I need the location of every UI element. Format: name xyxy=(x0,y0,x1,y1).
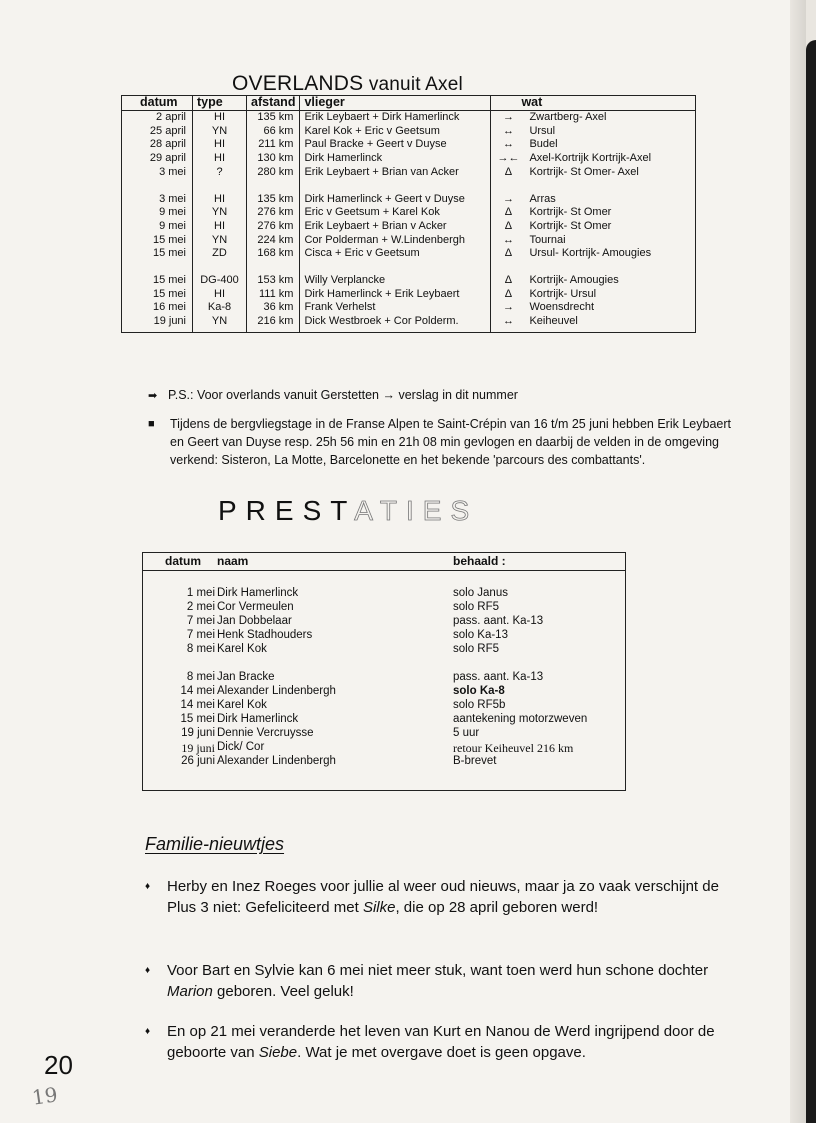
cell-datum: 15 mei xyxy=(152,247,186,260)
ps-note xyxy=(148,388,518,402)
direction-icon: → xyxy=(491,301,526,315)
cell-datum: 15 mei xyxy=(152,233,186,246)
cell-behaald: pass. aant. Ka-13 xyxy=(453,671,544,683)
direction-icon: Δ xyxy=(491,247,526,261)
direction-icon: →← xyxy=(491,152,526,166)
cell-afstand: 135 km xyxy=(247,193,300,207)
cell-vlieger: Frank Verhelst xyxy=(300,301,491,315)
cell-wat: Budel xyxy=(529,138,558,151)
cell-type: YN xyxy=(193,125,247,139)
cell-behaald: aantekening motorzweven xyxy=(453,713,588,725)
col-datum: datum xyxy=(122,96,193,111)
page-number: 20 xyxy=(44,1050,73,1080)
cell-afstand: 130 km xyxy=(247,152,300,166)
cell-type: YN xyxy=(193,315,247,332)
cell-afstand: 216 km xyxy=(247,315,300,332)
cell-afstand: 153 km xyxy=(247,274,300,288)
col-vlieger: vlieger xyxy=(300,96,491,111)
cell-behaald: solo Ka-13 xyxy=(453,629,508,641)
cell-type: HI xyxy=(193,220,247,234)
cell-wat: Axel-Kortrijk Kortrijk-Axel xyxy=(529,152,652,165)
table-row xyxy=(122,125,696,139)
square-bullet-icon: ■ xyxy=(148,418,155,430)
direction-icon: Δ xyxy=(491,206,526,220)
cell-vlieger: Eric v Geetsum + Karel Kok xyxy=(300,206,491,220)
cell-type: HI xyxy=(193,288,247,302)
table-row xyxy=(143,685,625,699)
prestaties-header-row xyxy=(143,553,625,571)
cell-afstand: 211 km xyxy=(247,138,300,152)
cell-datum: 3 mei xyxy=(159,192,186,205)
cell-datum: 29 april xyxy=(149,152,186,165)
table-row xyxy=(122,220,696,234)
cell-type: HI xyxy=(193,152,247,166)
cell-behaald: solo RF5 xyxy=(453,643,500,655)
cell-datum: 26 juni xyxy=(181,755,215,767)
cell-naam: Alexander Lindenbergh xyxy=(217,755,336,767)
cell-wat: Zwartberg- Axel xyxy=(529,111,607,123)
table-row xyxy=(122,301,696,315)
cell-vlieger: Willy Verplancke xyxy=(300,274,491,288)
cell-behaald: solo Janus xyxy=(453,587,508,599)
cell-vlieger: Karel Kok + Eric v Geetsum xyxy=(300,125,491,139)
direction-icon: ↔ xyxy=(491,138,526,152)
cell-wat: Ursul xyxy=(529,124,556,137)
cell-afstand: 66 km xyxy=(247,125,300,139)
table-row xyxy=(122,315,696,332)
direction-icon: Δ xyxy=(491,274,526,288)
table-row xyxy=(122,206,696,220)
cell-behaald: solo RF5b xyxy=(453,699,506,711)
cell-datum: 15 mei xyxy=(180,713,215,725)
table-row xyxy=(122,274,696,288)
cell-datum: 19 juni xyxy=(181,727,215,739)
cell-type: YN xyxy=(193,206,247,220)
table-row xyxy=(143,629,625,643)
cell-afstand: 111 km xyxy=(247,288,300,302)
cell-datum: 1 mei xyxy=(186,587,215,599)
cell-vlieger: Dirk Hamerlinck + Geert v Duyse xyxy=(300,193,491,207)
ps-text: P.S.: Voor overlands vanuit Gerstetten → verslag in dit nummer xyxy=(168,388,518,402)
cell-wat: Woensdrecht xyxy=(529,301,595,314)
cell-afstand: 135 km xyxy=(247,111,300,125)
cell-datum: 7 mei xyxy=(186,629,215,641)
table-row xyxy=(122,111,696,125)
cell-naam: Dirk Hamerlinck xyxy=(217,587,299,599)
bergvliegstage-text: Tijdens de bergvliegstage in de Franse Alpen te Saint-Crépin van 16 t/m 25 juni hebben Erik Leybaert en Geert van Duyse resp. 25h 56 min en 21h 08 min gevlogen en daarbij de velden in de omgeving verkend: Sisteron, La Motte, Barcelonette en het bekende 'parcours des combattants'. xyxy=(170,417,731,467)
cell-behaald: B-brevet xyxy=(453,755,497,767)
cell-datum: 3 mei xyxy=(159,165,186,178)
overlands-title: OVERLANDS vanuit Axel xyxy=(232,72,463,95)
baby-name: Silke xyxy=(362,899,396,916)
table-row xyxy=(143,741,625,755)
cell-naam: Karel Kok xyxy=(217,643,267,655)
overlands-body xyxy=(122,111,696,333)
cell-vlieger: Cisca + Eric v Geetsum xyxy=(300,247,491,261)
cell-naam: Karel Kok xyxy=(217,699,267,711)
cell-type: ? xyxy=(193,166,247,180)
direction-icon: Δ xyxy=(491,220,526,234)
pencil-mark: 19 xyxy=(30,1082,59,1110)
cell-vlieger: Paul Bracke + Geert v Duyse xyxy=(300,138,491,152)
cell-naam: Dirk Hamerlinck xyxy=(217,713,299,725)
table-row xyxy=(143,615,625,629)
direction-icon: → xyxy=(491,193,526,207)
cell-behaald: 5 uur xyxy=(453,727,480,739)
cell-datum: 14 mei xyxy=(180,685,215,697)
cell-vlieger: Erik Leybaert + Brian v Acker xyxy=(300,220,491,234)
cell-datum: 9 mei xyxy=(159,219,186,232)
cell-vlieger: Cor Polderman + W.Lindenbergh xyxy=(300,234,491,248)
table-row xyxy=(143,727,625,741)
cell-datum: 16 mei xyxy=(152,301,186,314)
cell-afstand: 280 km xyxy=(247,166,300,180)
cell-wat: Keiheuvel xyxy=(529,315,578,328)
binding-edge xyxy=(806,40,816,1123)
cell-behaald: solo RF5 xyxy=(453,601,500,613)
cell-vlieger: Dick Westbroek + Cor Polderm. xyxy=(300,315,491,332)
familie-item: ♦ Voor Bart en Sylvie kan 6 mei niet meer stuk, want toen werd hun schone dochter Marion geboren. Veel geluk! xyxy=(145,962,709,1000)
familie-title: Familie-nieuwtjes xyxy=(145,834,285,854)
cell-naam: Dick/ Cor xyxy=(217,741,265,753)
cell-datum: 9 mei xyxy=(159,206,186,219)
table-row xyxy=(122,234,696,248)
cell-datum: 19 juni xyxy=(181,741,215,755)
cell-datum: 2 mei xyxy=(186,601,215,613)
spacer-row xyxy=(122,180,696,193)
spine-shadow xyxy=(790,0,806,1123)
table-row xyxy=(122,288,696,302)
table-row xyxy=(122,166,696,180)
cell-vlieger: Dirk Hamerlinck xyxy=(300,152,491,166)
cell-afstand: 36 km xyxy=(247,301,300,315)
bergvliegstage-note xyxy=(148,415,748,469)
direction-icon: ↔ xyxy=(491,125,526,139)
cell-vlieger: Dirk Hamerlinck + Erik Leybaert xyxy=(300,288,491,302)
cell-afstand: 276 km xyxy=(247,220,300,234)
table-row xyxy=(143,601,625,615)
cell-wat: Kortrijk- Amougies xyxy=(529,274,619,287)
cell-type: DG-400 xyxy=(193,274,247,288)
familie-item: ♦ Herby en Inez Roeges voor jullie al weer oud nieuws, maar ja zo vaak verschijnt de Plus 3 niet: Gefeliciteerd met Silke, die op 28 april geboren werd! xyxy=(145,878,719,916)
cell-datum: 15 mei xyxy=(152,287,186,300)
direction-icon: → xyxy=(491,111,526,125)
cell-type: HI xyxy=(193,193,247,207)
cell-wat: Kortrijk- St Omer xyxy=(529,219,612,232)
cell-datum: 14 mei xyxy=(180,699,215,711)
cell-datum: 15 mei xyxy=(152,274,186,287)
col-afstand: afstand xyxy=(247,96,300,111)
col-naam: naam xyxy=(217,554,249,568)
spacer-row xyxy=(122,261,696,274)
col-behaald: behaald : xyxy=(453,554,506,568)
cell-datum: 25 april xyxy=(149,124,186,137)
cell-behaald: pass. aant. Ka-13 xyxy=(453,615,544,627)
col-datum: datum xyxy=(165,554,201,568)
table-row xyxy=(143,713,625,727)
baby-name: Marion xyxy=(167,983,213,1000)
overlands-table xyxy=(121,95,696,333)
cell-wat: Kortrijk- St Omer- Axel xyxy=(529,165,639,178)
prestaties-table xyxy=(142,552,626,791)
cell-type: ZD xyxy=(193,247,247,261)
direction-icon: ↔ xyxy=(491,234,526,248)
direction-icon: ↔ xyxy=(491,315,526,332)
cell-type: YN xyxy=(193,234,247,248)
diamond-bullet-icon: ♦ xyxy=(145,965,151,976)
familie-item: ♦ En op 21 mei veranderde het leven van Kurt en Nanou de Werd ingrijpend door de geboorte van Siebe. Wat je met overgave doet is geen opgave. xyxy=(145,1023,715,1061)
direction-icon: Δ xyxy=(491,288,526,302)
cell-behaald: solo Ka-8 xyxy=(453,685,505,697)
cell-datum: 8 mei xyxy=(186,671,215,683)
cell-naam: Dennie Vercruysse xyxy=(217,727,314,739)
cell-datum: 2 april xyxy=(156,111,186,123)
cell-naam: Henk Stadhouders xyxy=(217,629,313,641)
table-row xyxy=(143,671,625,685)
table-row xyxy=(122,247,696,261)
table-row xyxy=(122,138,696,152)
table-row xyxy=(143,755,625,769)
cell-wat: Kortrijk- St Omer xyxy=(529,206,612,219)
cell-datum: 7 mei xyxy=(186,615,215,627)
cell-wat: Ursul- Kortrijk- Amougies xyxy=(529,247,652,260)
cell-datum: 19 juni xyxy=(153,315,186,328)
overlands-header-row xyxy=(122,96,696,111)
cell-afstand: 224 km xyxy=(247,234,300,248)
table-row xyxy=(143,643,625,657)
cell-type: HI xyxy=(193,111,247,125)
cell-afstand: 168 km xyxy=(247,247,300,261)
cell-type: Ka-8 xyxy=(193,301,247,315)
arrow-bullet-icon: ➡ xyxy=(148,390,158,402)
cell-type: HI xyxy=(193,138,247,152)
table-row xyxy=(122,152,696,166)
cell-naam: Jan Dobbelaar xyxy=(217,615,292,627)
diamond-bullet-icon: ♦ xyxy=(145,1026,151,1037)
cell-vlieger: Erik Leybaert + Dirk Hamerlinck xyxy=(300,111,491,125)
cell-wat: Tournai xyxy=(529,233,566,246)
table-row xyxy=(143,699,625,713)
cell-naam: Jan Bracke xyxy=(217,671,275,683)
cell-behaald: retour Keiheuvel 216 km xyxy=(453,741,574,755)
cell-naam: Alexander Lindenbergh xyxy=(217,685,336,697)
cell-wat: Kortrijk- Ursul xyxy=(529,287,597,300)
cell-datum: 28 april xyxy=(149,138,186,151)
cell-wat: Arras xyxy=(529,192,556,205)
cell-afstand: 276 km xyxy=(247,206,300,220)
direction-icon: Δ xyxy=(491,166,526,180)
baby-name: Siebe xyxy=(258,1044,298,1061)
cell-datum: 8 mei xyxy=(186,643,215,655)
col-wat: wat xyxy=(491,96,696,111)
prestaties-title: PRESTATIES xyxy=(218,495,479,526)
col-type: type xyxy=(193,96,247,111)
diamond-bullet-icon: ♦ xyxy=(145,881,151,892)
cell-naam: Cor Vermeulen xyxy=(217,601,294,613)
cell-vlieger: Erik Leybaert + Brian van Acker xyxy=(300,166,491,180)
table-row xyxy=(143,587,625,601)
table-row xyxy=(122,193,696,207)
